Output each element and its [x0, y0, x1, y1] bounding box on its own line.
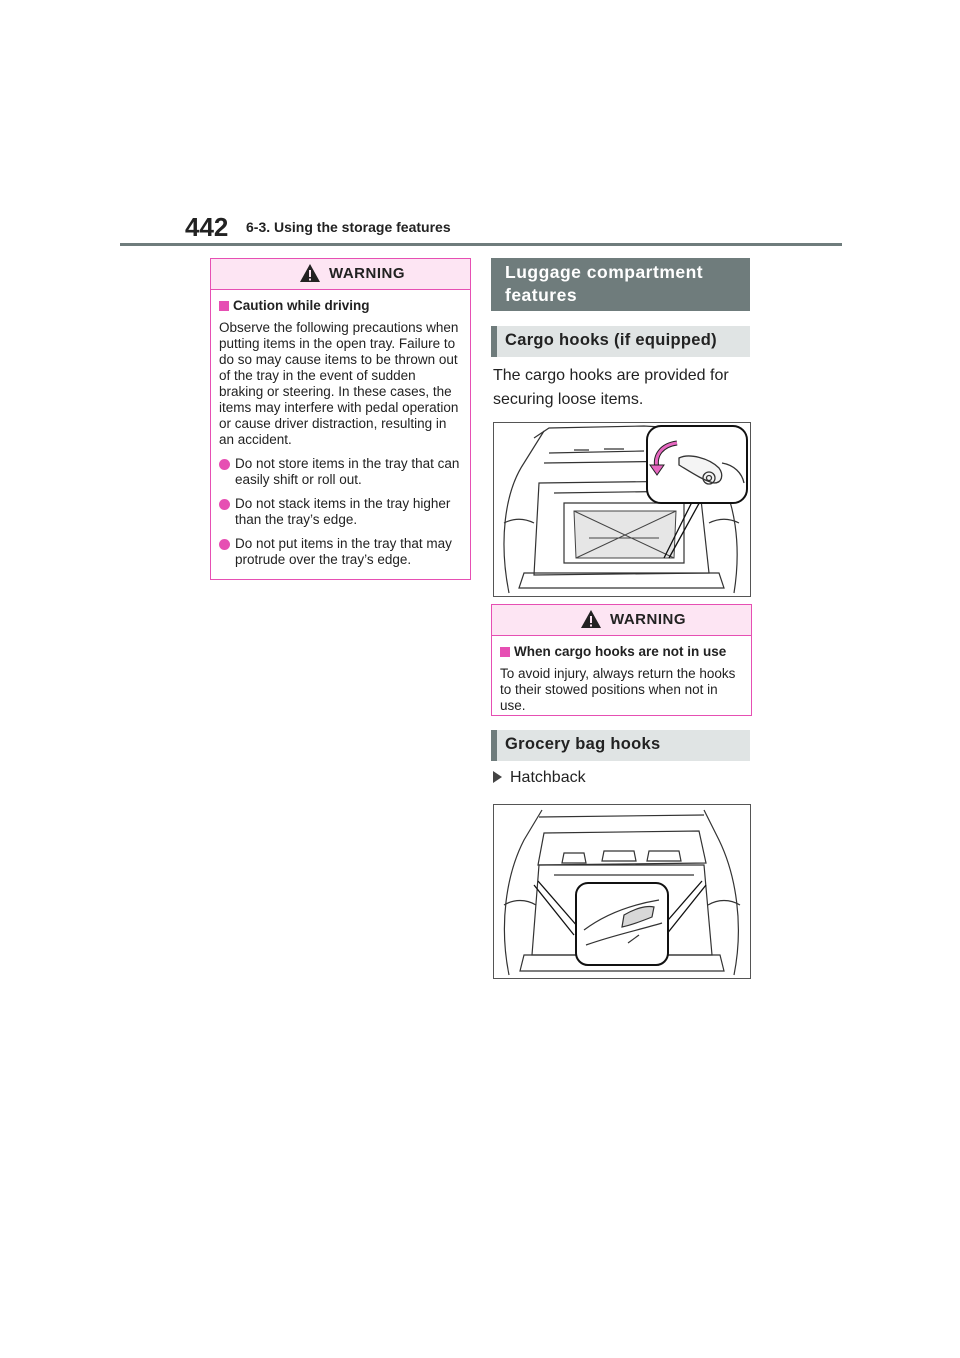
warning-subhead [219, 298, 462, 314]
warning-box-cargo-hooks [491, 604, 752, 716]
warning-triangle-icon [580, 609, 602, 629]
circle-bullet-icon [219, 459, 230, 470]
warning-paragraph: To avoid injury, always return the hooks to their stowed positions when not in use. [500, 666, 736, 713]
grocery-bag-hooks-drawing [494, 805, 750, 978]
variant-label [493, 766, 753, 790]
section-title: 6-3. Using the storage features [246, 219, 451, 235]
warning-bullet [219, 496, 462, 528]
subheading-cargo-hooks [491, 326, 750, 357]
warning-header [492, 605, 751, 636]
warning-subhead-text: Caution while driving [233, 298, 370, 313]
warning-subhead [500, 644, 743, 660]
section-heading-text [505, 261, 703, 307]
warning-title: WARNING [610, 611, 686, 628]
warning-header [211, 259, 470, 290]
warning-subhead-text: When cargo hooks are not in use [514, 644, 727, 659]
warning-triangle-icon [299, 263, 321, 283]
warning-paragraph: Observe the following precautions when putting items in the open tray. Failure to do so may cause items to be thrown out of the tray in the event of sudden braking or steering. In these cases, the items may interfere with pedal operation or cause driver distraction, resulting in an accident. [219, 320, 459, 447]
warning-bullet [219, 456, 462, 488]
triangle-bullet-icon [493, 771, 502, 783]
warning-bullet-text: Do not stack items in the tray higher than the tray’s edge. [235, 496, 451, 527]
heading-line-2: features [505, 285, 578, 305]
cargo-hooks-description: The cargo hooks are provided for securing loose items. [493, 367, 729, 408]
header-divider [120, 243, 842, 246]
subheading-text: Grocery bag hooks [505, 735, 661, 753]
square-bullet-icon [219, 301, 229, 311]
subheading-grocery-bag-hooks [491, 730, 750, 761]
variant-label-text: Hatchback [510, 769, 586, 786]
section-heading-luggage [491, 258, 750, 311]
heading-line-1: Luggage compartment [505, 262, 704, 282]
warning-title: WARNING [329, 265, 405, 282]
cargo-hooks-illustration [493, 422, 751, 597]
grocery-bag-hooks-illustration [493, 804, 751, 979]
warning-box-open-tray [210, 258, 471, 580]
warning-bullet-text: Do not put items in the tray that may protrude over the tray’s edge. [235, 536, 452, 567]
warning-bullet-text: Do not store items in the tray that can easily shift or roll out. [235, 456, 460, 487]
square-bullet-icon [500, 647, 510, 657]
cargo-hooks-drawing [494, 423, 750, 596]
circle-bullet-icon [219, 499, 230, 510]
subheading-text: Cargo hooks (if equipped) [505, 331, 717, 349]
circle-bullet-icon [219, 539, 230, 550]
warning-bullet [219, 536, 462, 568]
page-number: 442 [185, 212, 229, 242]
